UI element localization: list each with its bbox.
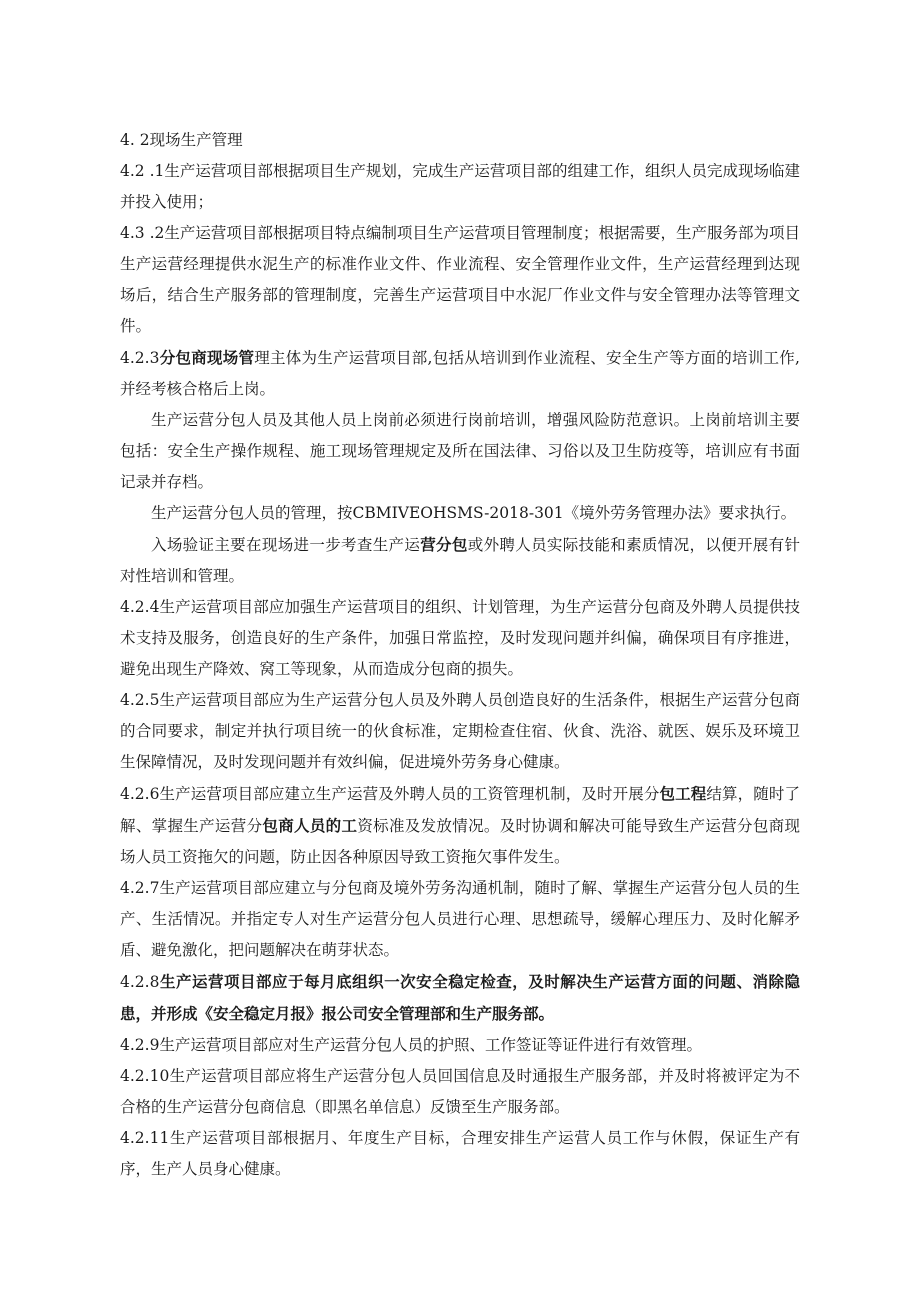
section-heading: 4. 2现场生产管理 bbox=[120, 131, 243, 149]
paragraph-personnel-management: 生产运营分包人员的管理，按CBMIVEOHSMS-2018-301《境外劳务管理办法》要求执行。 bbox=[151, 504, 797, 522]
paragraph-4-2-8 bbox=[120, 966, 800, 1030]
paragraph-entry-verification-bold: 营分包 bbox=[420, 535, 468, 554]
paragraph-4-2-1: 4.2 .1生产运营项目部根据项目生产规划，完成生产运营项目部的组建工作，组织人员完成现场临建并投入使用； bbox=[120, 162, 800, 211]
paragraph-4-2-6-text-b: 结算，随时了解、掌握生产运营分 bbox=[120, 785, 800, 835]
paragraph-4-2-3 bbox=[120, 342, 800, 405]
paragraph-4-2-3-text: 理主体为生产运营项目部,包括从培训到作业流程、安全生产等方面的培训工作,并经考核合格后上岗。 bbox=[120, 349, 800, 398]
paragraph-entry-verification bbox=[120, 529, 800, 592]
paragraph-entry-verification-text-a: 入场验证主要在现场进一步考查生产运 bbox=[151, 536, 421, 554]
paragraph-4-2-8-bold: 生产运营项目部应于每月底组织一次安全稳定检查，及时解决生产运营方面的问题、消除隐患，并形成《安全稳定月报》报公司安全管理部和生产服务部。 bbox=[120, 972, 800, 1023]
document-body bbox=[120, 125, 800, 1185]
paragraph-4-2-6-bold-a: 包工程 bbox=[659, 784, 707, 803]
paragraph-4-2-6-text-c: 资标准及发放情况。及时协调和解决可能导致生产运营分包商现场人员工资拖欠的问题，防止因各种原因导致工资拖欠事件发生。 bbox=[120, 817, 800, 866]
paragraph-4-2-5: 4.2.5生产运营项目部应为生产运营分包人员及外聘人员创造良好的生活条件，根据生产运营分包商的合同要求，制定并执行项目统一的伙食标准，定期检查住宿、伙食、洗浴、就医、娱乐及环境卫生保障情况，及时发现问题并有效纠偏，促进境外劳务身心健康。 bbox=[120, 691, 800, 771]
paragraph-4-2-2: 4.3 .2生产运营项目部根据项目特点编制项目生产运营项目管理制度；根据需要，生产服务部为项目生产运营经理提供水泥生产的标准作业文件、作业流程、安全管理作业文件，生产运营经理到达现场后，结合生产服务部的管理制度，完善生产运营项目中水泥厂作业文件与安全管理办法等管理文件。 bbox=[120, 224, 800, 335]
paragraph-4-2-4: 4.2.4生产运营项目部应加强生产运营项目的组织、计划管理，为生产运营分包商及外聘人员提供技术支持及服务，创造良好的生产条件，加强日常监控，及时发现问题并纠偏，确保项目有序推进，避免出现生产降效、窝工等现象，从而造成分包商的损失。 bbox=[120, 598, 800, 678]
paragraph-4-2-8-number: 4.2.8 bbox=[120, 973, 160, 991]
paragraph-4-2-10: 4.2.10生产运营项目部应将生产运营分包人员回国信息及时通报生产服务部，并及时将被评定为不合格的生产运营分包商信息（即黑名单信息）反馈至生产服务部。 bbox=[120, 1067, 800, 1116]
paragraph-4-2-6-text-a: 4.2.6生产运营项目部应建立生产运营及外聘人员的工资管理机制，及时开展分 bbox=[120, 785, 660, 803]
paragraph-4-2-6 bbox=[120, 778, 800, 873]
paragraph-4-2-9: 4.2.9生产运营项目部应对生产运营分包人员的护照、工作签证等证件进行有效管理。 bbox=[120, 1036, 702, 1054]
paragraph-4-2-3-bold: 分包商现场管 bbox=[159, 348, 255, 367]
paragraph-4-2-7: 4.2.7生产运营项目部应建立与分包商及境外劳务沟通机制，随时了解、掌握生产运营分包人员的生产、生活情况。并指定专人对生产运营分包人员进行心理、思想疏导，缓解心理压力、及时化解矛盾、避免激化，把问题解决在萌芽状态。 bbox=[120, 879, 800, 959]
paragraph-training: 生产运营分包人员及其他人员上岗前必须进行岗前培训，增强风险防范意识。上岗前培训主要包括：安全生产操作规程、施工现场管理规定及所在国法律、习俗以及卫生防疫等，培训应有书面记录并存档。 bbox=[120, 411, 800, 491]
paragraph-entry-verification-text-b: 或外聘人员实际技能和素质情况，以便开展有针对性培训和管理。 bbox=[120, 536, 800, 585]
paragraph-4-2-11: 4.2.11生产运营项目部根据月、年度生产目标，合理安排生产运营人员工作与休假，保证生产有序，生产人员身心健康。 bbox=[120, 1129, 800, 1178]
paragraph-4-2-3-number: 4.2.3 bbox=[120, 349, 160, 367]
paragraph-4-2-6-bold-b: 包商人员的工 bbox=[262, 816, 358, 835]
